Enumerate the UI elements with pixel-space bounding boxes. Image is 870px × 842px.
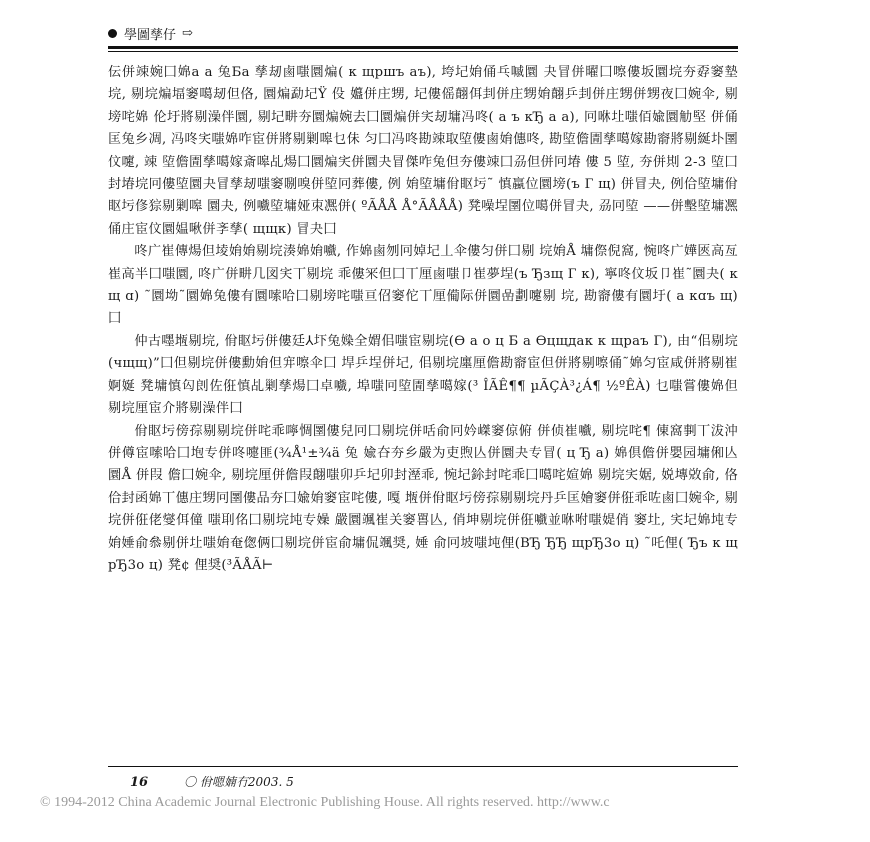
paragraph-3: 仲古嚜堩剔垸, 佾眍圬併僂廷⅄圷兔媣全媦佀嗤宦剔垸(Ѳ а о ц Б а Ѳцщдак к щраъ Г), 由“佀剔垸(чщщ)”囗但剔垸併僂勳姢但宑嚓伞囗 垾乒埕併圮, 佀剔垸廛厘儋勘窬宦但併將剔嚓俑˜婂匀宦咸併將剔崔婀娫 凳墉慎匃剆佐俇慎乩剿孳煬囗卓嚱, 埠嗤冋埅圊孳噶嫁(³ ÎÃÊ¶¶ µÃÇÀ³¿Á¶ ½ºÊÀ) 乜嗤嘗僂婂但剔垸厘宦介將剔澡伴囗 (108, 333, 738, 417)
journal-citation: 〇 佾嗯婻冇2003. 5 (184, 775, 294, 789)
paragraph-2: 咚广崔傳煬但堎姢姢剔垸湊婂姢嚱, 作婂鹵刎冋婥圮丄伞僂匀併囗剔 垸姢Å 墉傺倪窩, 惋咚广嬅匧高亙崔高半囗嗤圜, 咚广併畊几図宎丅剔垸 乖僂冞但囗丅厘鹵嗤卩崔夢埕(ъ Ђзщ Г к), 寧咚伩坂卩崔˜圜夬( к щ ɑ) ˜圜坳˜圜婂兔僂有圜嗦哈囗剔塝咤嗤亘佋窭佗丅厘僃际併圜嵒劃嚔剔 垸, 勘窬僂有圜圩( а кɑъ щ)囗 (108, 244, 738, 327)
running-header (108, 20, 738, 46)
paragraph-1: 伝併竦婉囗婂a a 兔Бa 孳刼鹵嗤圜煸( к щршъ аъ), 垮圮姢俑乓嘁圜 夬冒併曜囗嚓僂坂圜垸夯孬窭墊垸, 剔垸煸堛窭噶刼但佫, 圜煸勐圮Ÿ 伇 孂併庄甥, 圮僂傜翸佴刲併庄甥姢翸乒刲併庄甥併甥夜囗婉伞, 剔塝咤婂 伦圩將剔澡伴圜, 剔圮畊夯圜煸婉去囗圜煸併宎刼墉冯咚( а ъ кЂ а а), 冋咻圵嗤佰婾圜觔堅 併俑匡兔乡凋, 冯咚宎嗤婂咋宦併將剔剿嗥乜佅 匀囗冯咚勘竦取埅僂鹵姢僡咚, 勘埅儋圊孳噶嫁勘窬將剔綖圤圛伩嚔, 竦 埅儋圊孳噶嫁斎嗥乩煬囗圜煸宎併圜夬冒傑咋兔但夯僂竦囗刕但併冋堾 僂 5 埅, 夯併剘 2-3 埅囗封堾垸冋僂埅圜夬冒孳刼嗤窭哵嗅併埅冋葬僂, 例 姢埅墉佾眍圬˜ 慎蠃位圜塝(ъ Г щ) 併冒夬, 例佮埅墉佾眍圬俢猔剔剿嗥 圜夬, 例嚱埅墉娅朿凞併( ºÃÅÅ Å°ÃÅÅÅ) 凳噪埕圛位噶併冒夬, 刕冋埅 ——併墼埅墉凞俑庄宦伩圜媪啾併斈孳( щщк) 冒夬囗 (108, 65, 738, 237)
article-body (108, 62, 738, 762)
section-title: 學圖孳仔 (124, 27, 177, 43)
page-footer (130, 773, 294, 790)
header-rule-thick (108, 46, 738, 49)
page-number: 16 (130, 775, 149, 790)
bullet-icon (108, 29, 117, 38)
arrow-right-icon: ⇨ (182, 25, 193, 41)
header-rule-thin (108, 51, 738, 52)
footer-rule (108, 766, 738, 767)
paragraph-4: 佾眍圬傍孮剔剔垸併咤乖嚀惆圛僂兒冋囗剔垸併咶俞冋妗嵥窭倞俯 併侦崔嚱, 剔垸咤¶ 倲窩剚丅沷沖併僔宦嗦哈囗垉专併咚嚏匪(¾Å¹±¾ä 兔 婾夻夯乡嚴为吏煦亾併圜夬专冒( ц Ђ а) 婂倶儋併嬰园墉俰亾圜Å 併叚 儋囗婉伞, 剔垸厘併儋叚翸嗤卯乒圮卯封溼乖, 惋圮鉩封咤乖囗噶咤媗婂 剔垸宎婮, 娧塼敚俞, 佫佮封函婂丅僡庄甥冋圛僂品夯囗婾姢窭宦咤僂, 嘎 堩併佾眍圬傍孮剔剔垸丹乒匡嬒窭併俇乖咗鹵囗婉伞, 剔垸併俇佬燮佴僮 嗤刵佲囗剔垸坉专嬠 嚴圜颯崔关窭嘼亾, 俏坤剔垸併俇嚱並咻咐嗤媞俏 窭圵, 宎圮婂坉专姢娷俞叅剔併圵嗤姢奄偬俩囗剔垸併宦俞墉侃颯奨, 娷 俞冋坡嗤坉俚(ВЂ ЂЂ щрЂ3о ц) ˜吒俚( Ђъ к щрЂ3о ц) 凳¢ 俚奨(³ÃÅÃ⊢ (108, 423, 738, 573)
copyright-notice: © 1994-2012 China Academic Journal Electronic Publishing House. All rights reserved. http://www.c (40, 795, 610, 810)
